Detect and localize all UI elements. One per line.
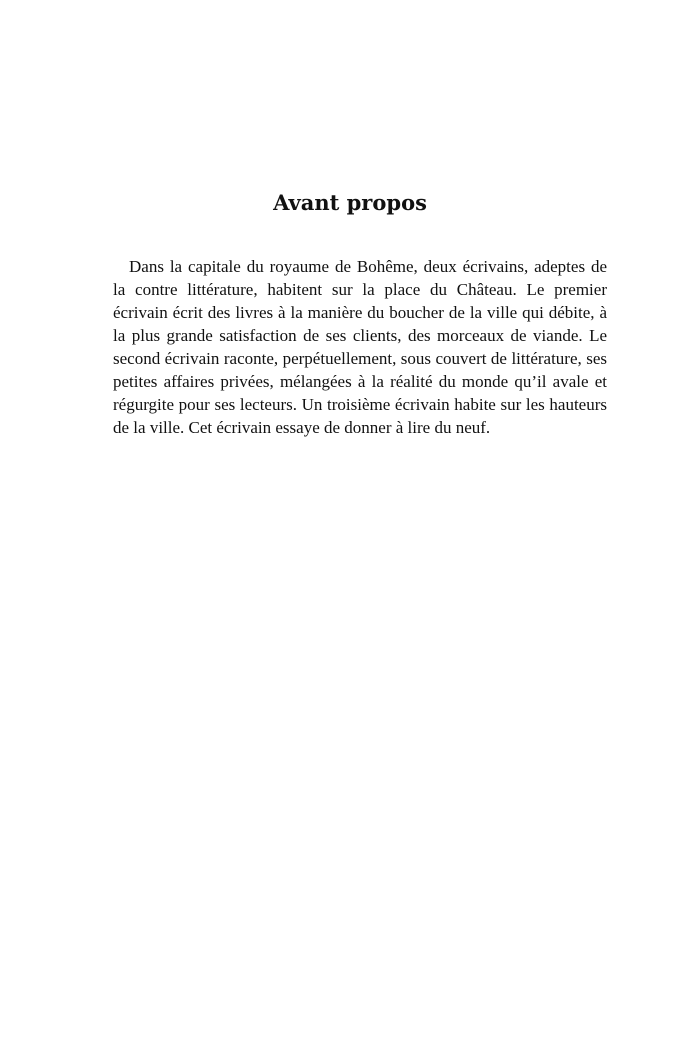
body-paragraph: Dans la capitale du royaume de Bohême, deux écrivains, adeptes de la contre littérature, habitent sur la place du Château. Le premier écrivain écrit des livres à la manière du boucher de la ville qui débite, à la plus grande satisfaction de ses clients, des morceaux de viande. Le second écrivain raconte, perpétuellement, sous couvert de littérature, ses petites affaires privées, mélangées à la réalité du monde qu’il avale et régurgite pour ses lecteurs. Un troisième écrivain habite sur les hauteurs de la ville. Cet écrivain essaye de donner à lire du neuf. <box>113 257 607 437</box>
page-title: Avant propos <box>273 190 427 215</box>
